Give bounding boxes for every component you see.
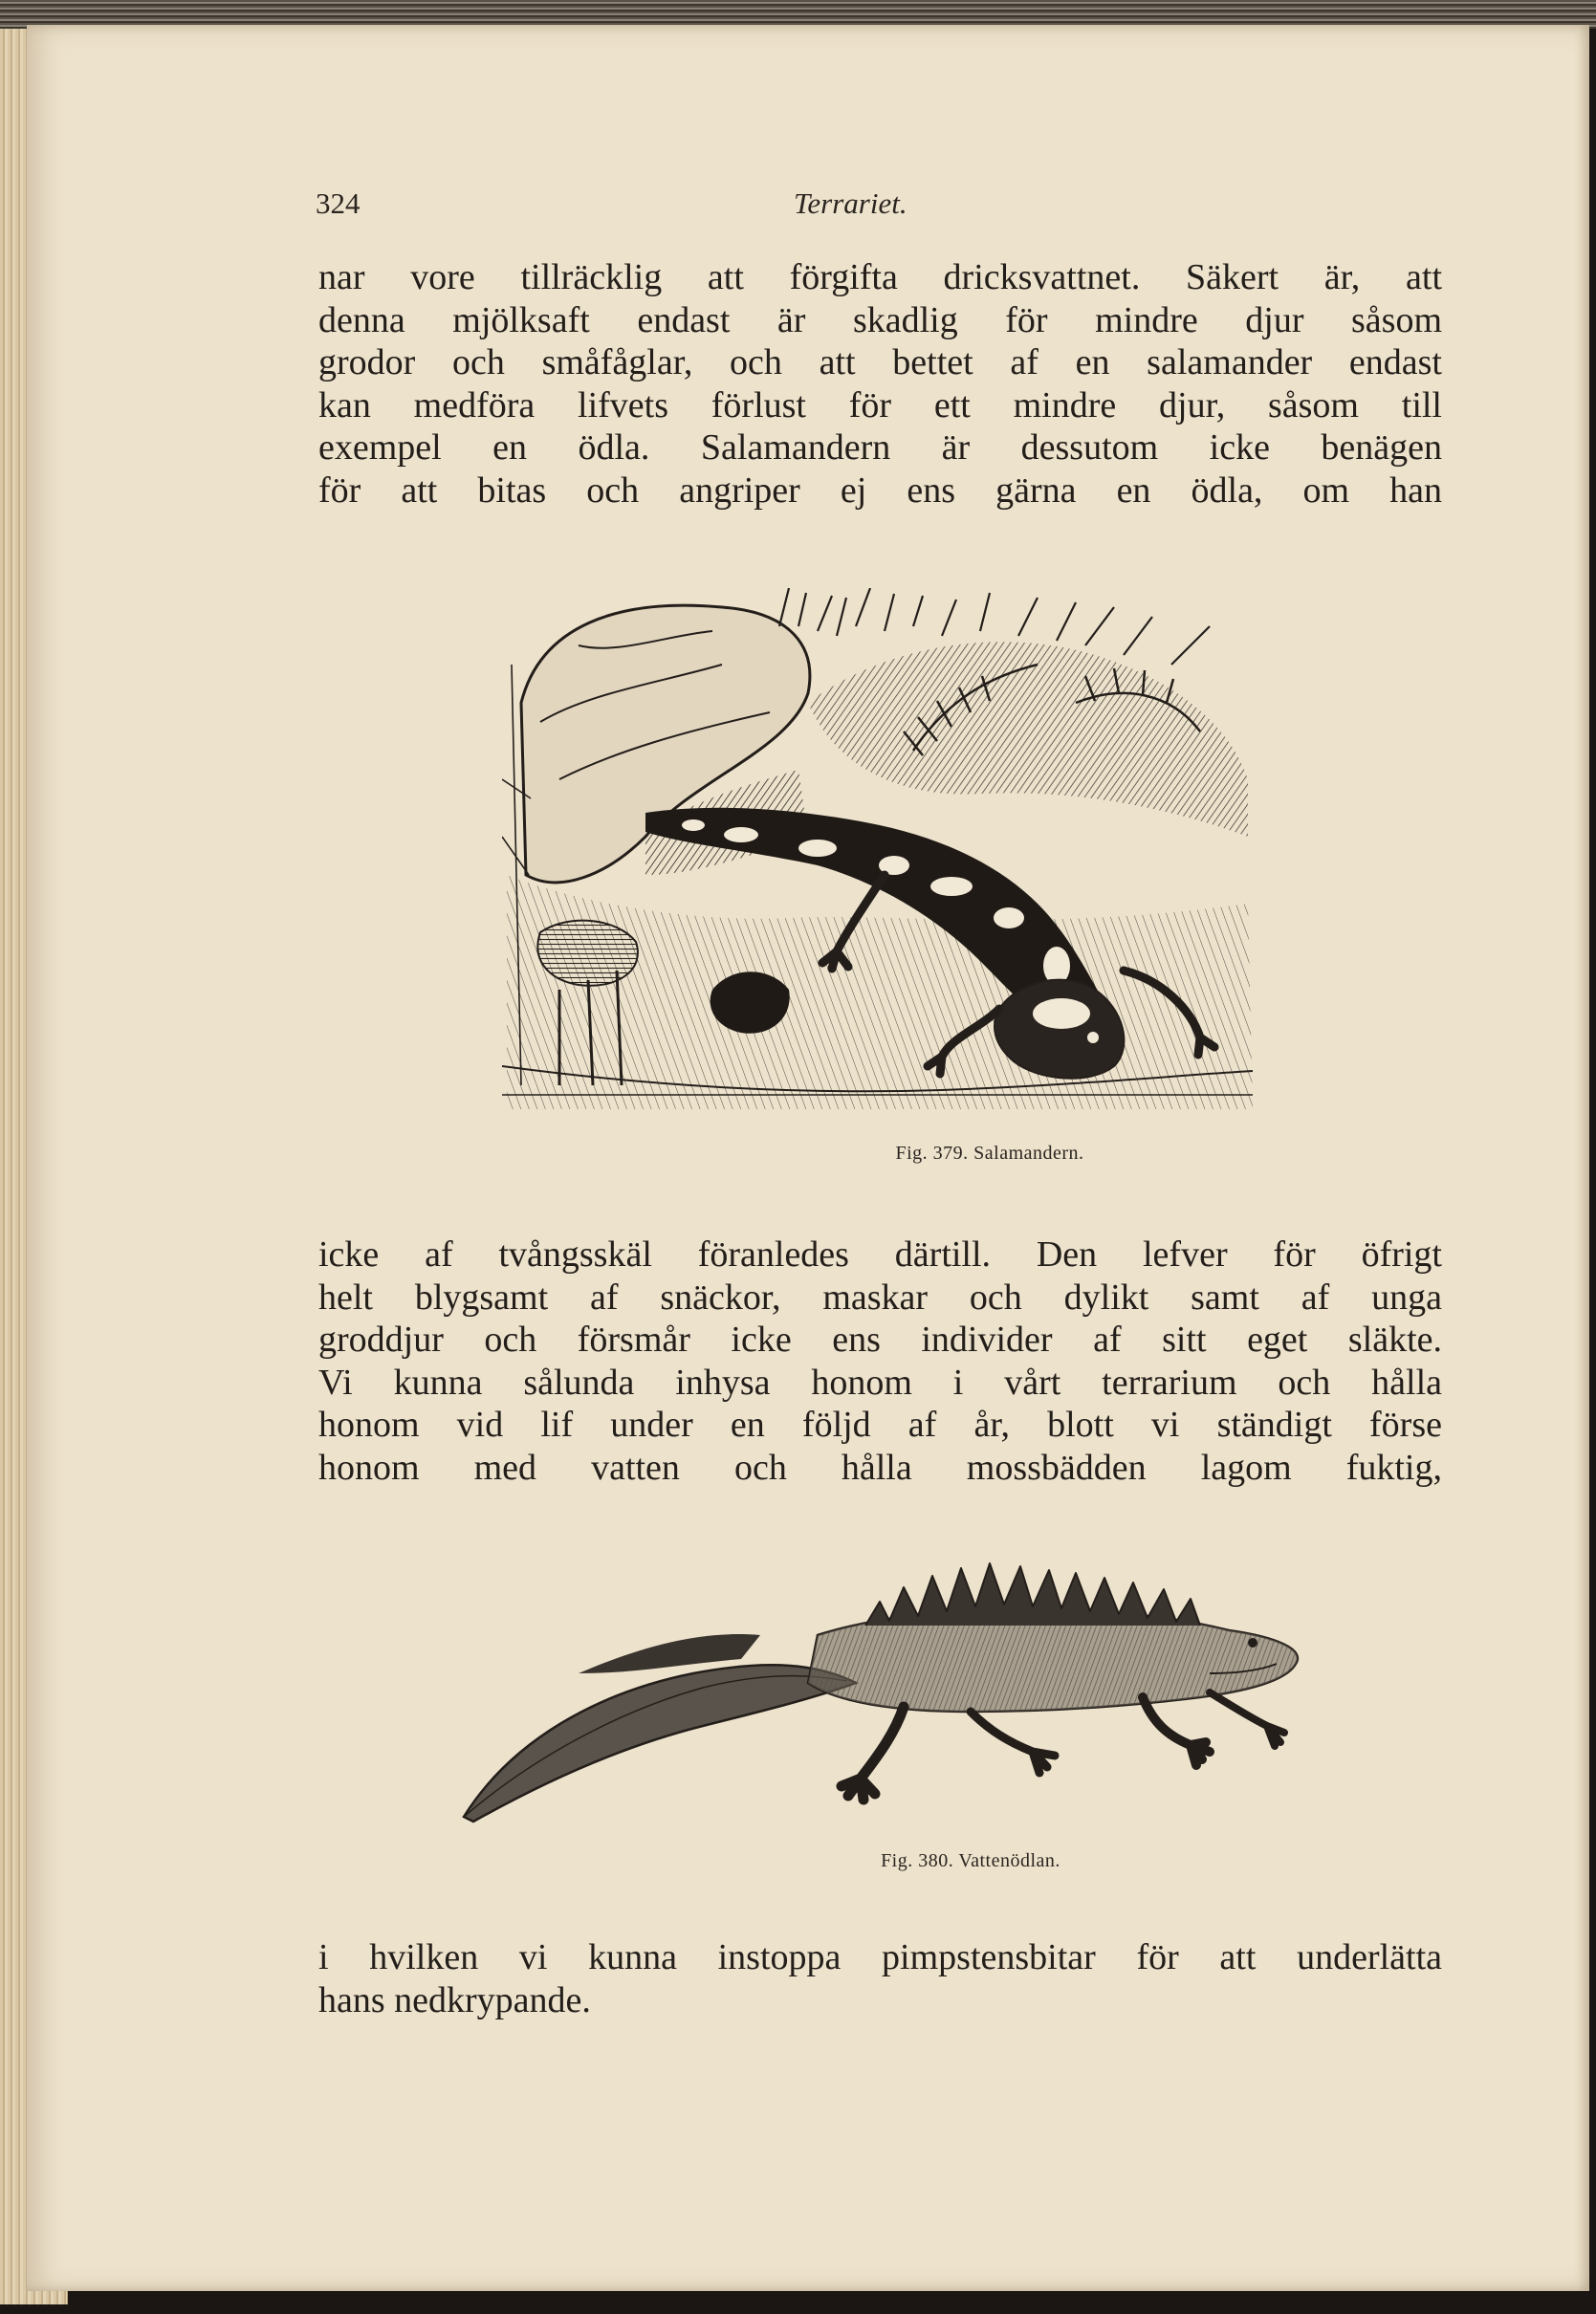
- paragraph-1: [318, 256, 1442, 512]
- text-line: groddjur och försmår icke ens individer af sitt eget släkte.: [318, 1320, 1442, 1360]
- text-line: honom vid lif under en följd af år, blott vi ständigt förse: [318, 1405, 1442, 1445]
- text-line: hans nedkrypande.: [318, 1979, 591, 2020]
- running-head: [0, 186, 1596, 234]
- text-line: honom med vatten och hålla mossbädden lagom fuktig,: [318, 1447, 1442, 1488]
- text-line: nar vore tillräcklig att förgifta dricksvattnet. Säkert är, att: [318, 257, 1442, 297]
- text-line: kan medföra lifvets förlust för ett mindre djur, såsom till: [318, 384, 1442, 426]
- text-line: grodor och småfåglar, och att bettet af en salamander endast: [318, 342, 1442, 382]
- figure-2-caption: Fig. 380. Vattenödlan.: [881, 1850, 1060, 1871]
- salamander-illustration: [502, 588, 1257, 1119]
- newt-illustration: [454, 1530, 1315, 1836]
- text-line: exempel en ödla. Salamandern är dessutom icke benägen: [318, 427, 1442, 468]
- text-line: icke af tvångsskäl föranledes därtill. Den lefver för öfrigt: [318, 1234, 1442, 1275]
- figure-1-caption: Fig. 379. Salamandern.: [895, 1143, 1084, 1164]
- text-line: Vi kunna sålunda inhysa honom i vårt terrarium och hålla: [318, 1362, 1442, 1403]
- paragraph-3: [318, 1936, 1442, 2021]
- text-line: för att bitas och angriper ej ens gärna en ödla, om han: [318, 469, 1442, 511]
- page-number: 324: [316, 186, 361, 220]
- text-line: helt blygsamt af snäckor, maskar och dylikt samt af unga: [318, 1277, 1442, 1318]
- text-line: i hvilken vi kunna instoppa pimpstensbitar för att underlätta: [318, 1937, 1442, 1977]
- page-title: Terrariet.: [794, 186, 907, 220]
- text-line: denna mjölksaft endast är skadlig för mindre djur såsom: [318, 299, 1442, 340]
- paragraph-2: [318, 1233, 1442, 1489]
